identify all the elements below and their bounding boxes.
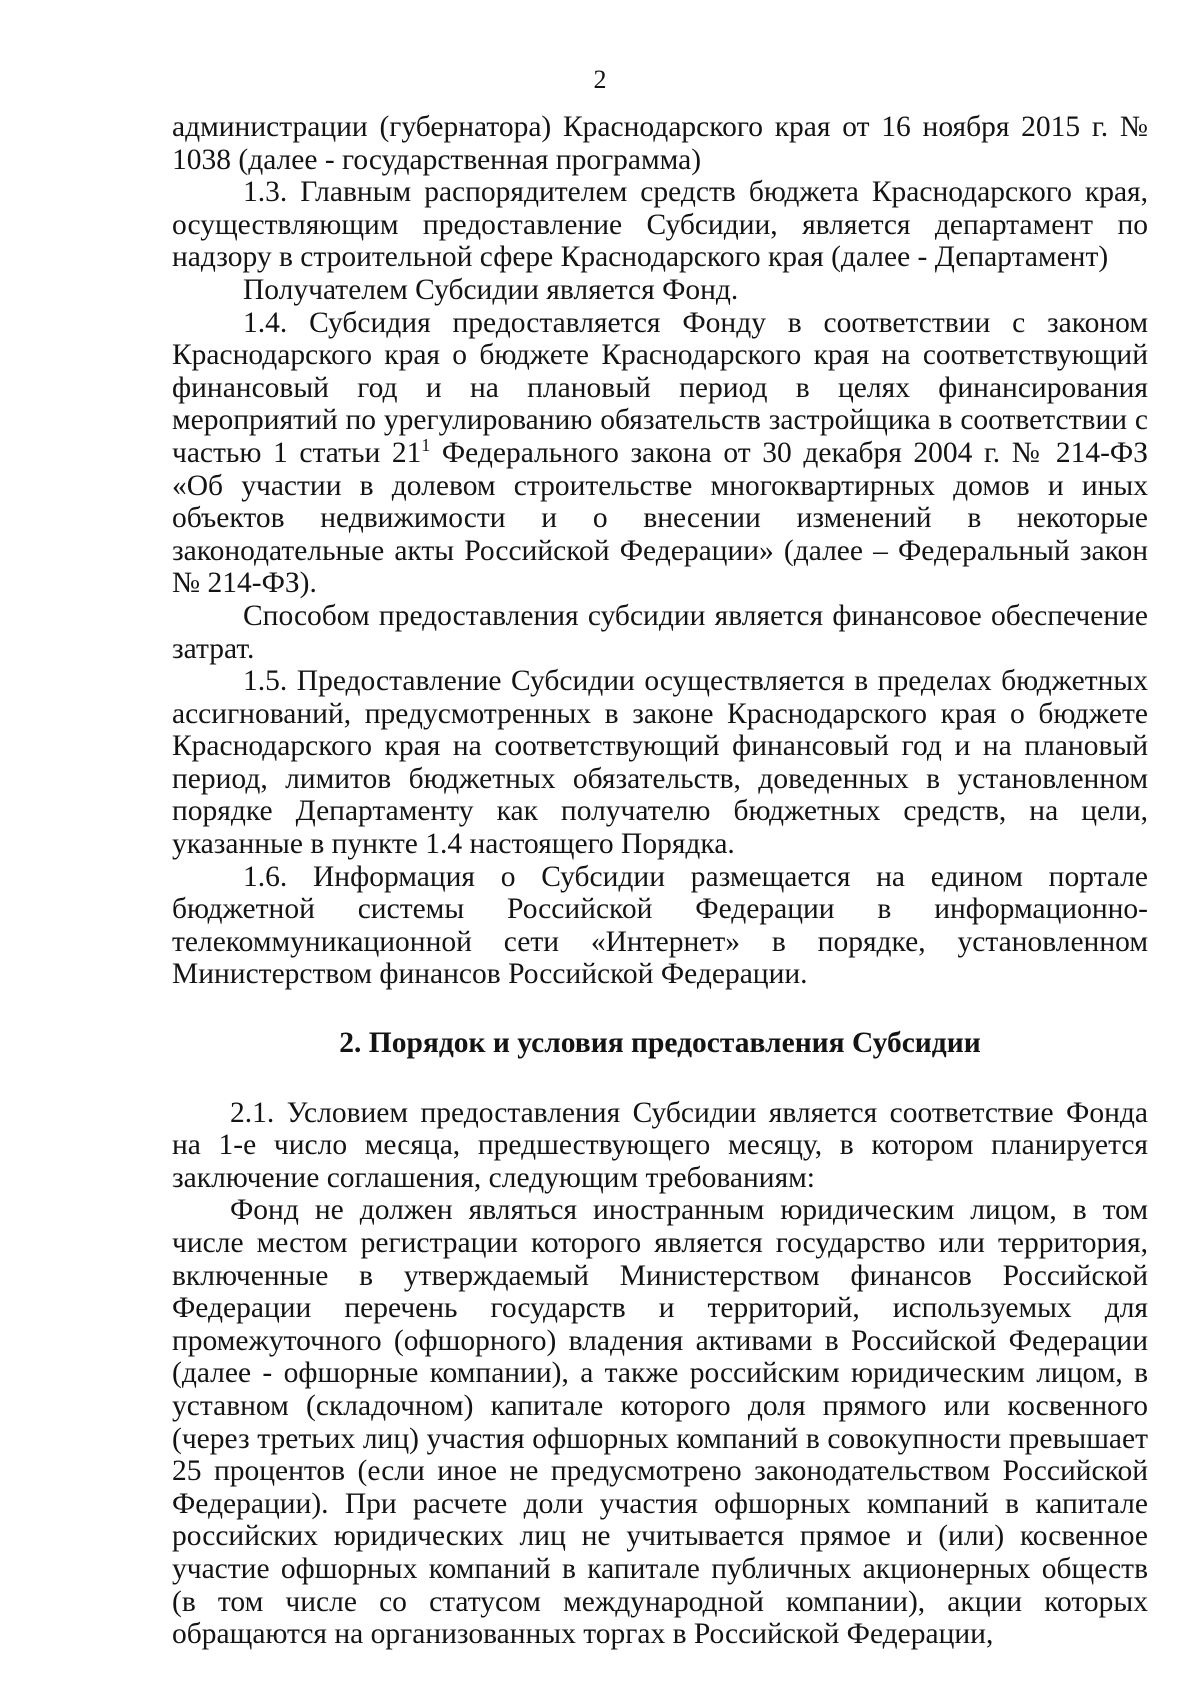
paragraph-1-4	[172, 307, 1148, 600]
paragraph-2-1: 2.1. Условием предоставления Субсидии является соответствие Фонда на 1-е число месяца, предшествующего месяцу, в котором планируется заключение соглашения, следующим требованиям:	[172, 1096, 1148, 1194]
article-superscript: 1	[421, 435, 431, 456]
paragraph-1-6: 1.6. Информация о Субсидии размещается на едином портале бюджетной системы Российской Федерации в информационно-телекоммуникационной сети «Интернет» в порядке, установленном Министерством финансов Российской Федерации.	[172, 860, 1148, 991]
paragraph-1-4-text-end: Федерального закона от 30 декабря 2004 г. № 214-ФЗ «Об участии в долевом строительстве многоквартирных домов и иных объектов недвижимости и о внесении изменений в некоторые законодательные акты Российской Федерации» (далее – Федеральный закон № 214-ФЗ).	[172, 436, 1148, 600]
paragraph-fund-requirements: Фонд не должен являться иностранным юридическим лицом, в том числе местом регистрации которого является государство или территория, включенные в утверждаемый Министерством финансов Российской Федерации перечень государств и территорий, используемых для промежуточного (офшорного) владения активами в Российской Федерации (далее - офшорные компании), а также российским юридическим лицом, в уставном (складочном) капитале которого доля прямого или косвенного (через третьих лиц) участия офшорных компаний в совокупности превышает 25 процентов (если иное не предусмотрено законодательством Российской Федерации). При расчете доли участия офшорных компаний в капитале российских юридических лиц не учитывается прямое и (или) косвенное участие офшорных компаний в капитале публичных акционерных обществ (в том числе со статусом международной компании), акции которых обращаются на организованных торгах в Российской Федерации,	[172, 1194, 1148, 1651]
section-title: 2. Порядок и условия предоставления Субсидии	[339, 1027, 981, 1060]
paragraph-recipient: Получателем Субсидии является Фонд.	[243, 273, 739, 306]
paragraph-1-3: 1.3. Главным распорядителем средств бюджета Краснодарского края, осуществляющим предоставление Субсидии, является департамент по надзору в строительной сфере Краснодарского края (далее - Департамент)	[172, 176, 1148, 274]
paragraph-method: Способом предоставления субсидии является финансовое обеспечение затрат.	[172, 599, 1148, 665]
paragraph-continuation: администрации (губернатора) Краснодарского края от 16 ноября 2015 г. № 1038 (далее - государственная программа)	[172, 111, 1148, 176]
page-number: 2	[593, 65, 607, 94]
paragraph-1-4-text-start: 1.4. Субсидия предоставляется Фонду в соответствии с законом Краснодарского края о бюджете Краснодарского края на соответствующий финансовый год и на плановый период в целях финансирования мероприятий по урегулированию обязательств застройщика в соответствии с частью 1 статьи 21	[172, 306, 1148, 469]
paragraph-1-5: 1.5. Предоставление Субсидии осуществляется в пределах бюджетных ассигнований, предусмотренных в законе Краснодарского края о бюджете Краснодарского края на соответствующий финансовый год и на плановый период, лимитов бюджетных обязательств, доведенных в установленном порядке Департаменту как получателю бюджетных средств, на цели, указанные в пункте 1.4 настоящего Порядка.	[172, 665, 1148, 861]
document-body	[172, 111, 1148, 1651]
